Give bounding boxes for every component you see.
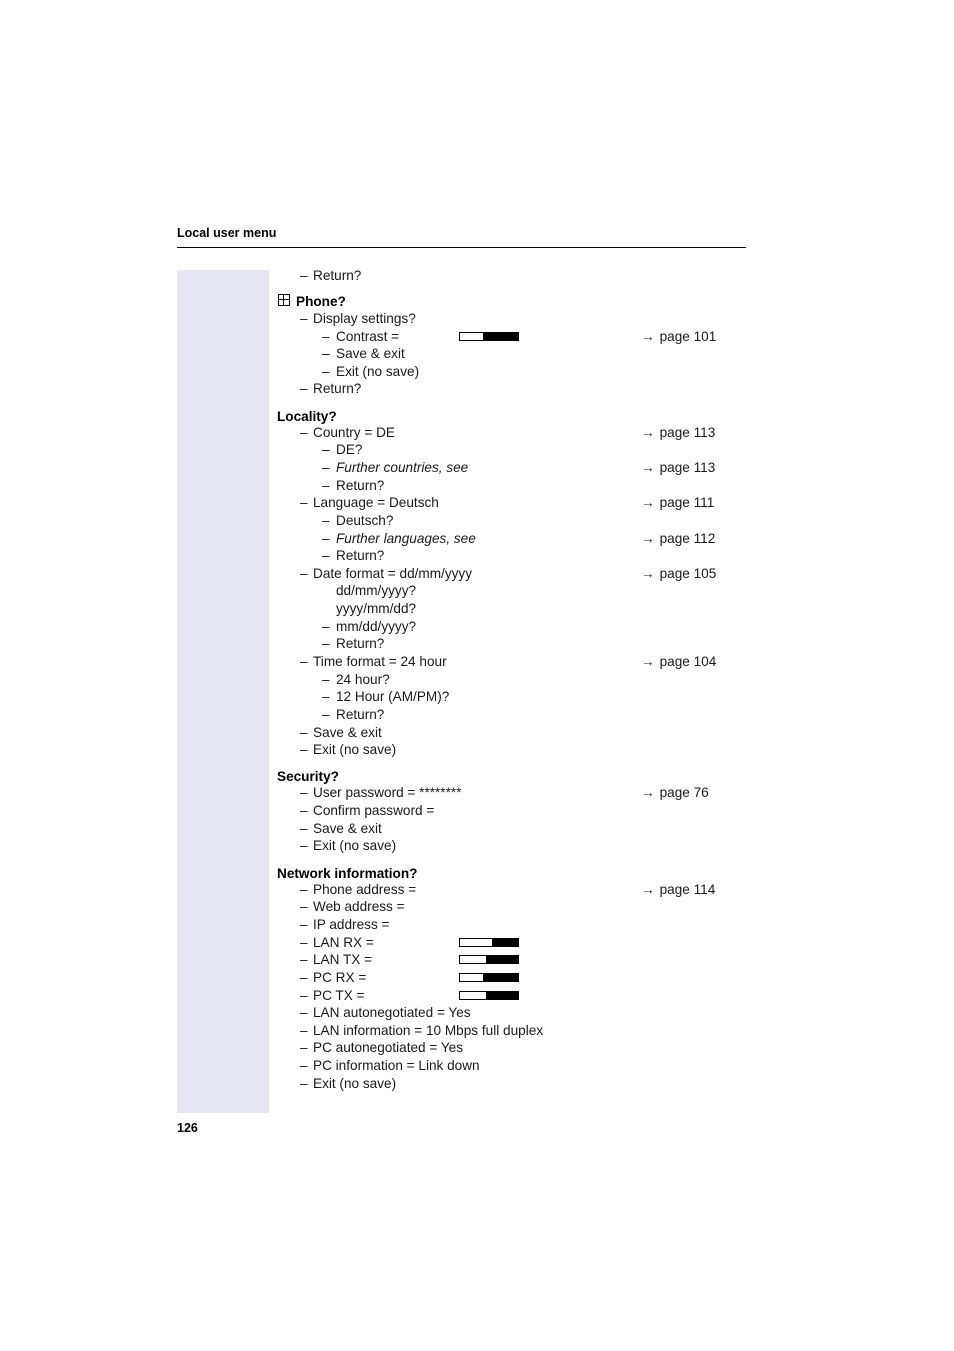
arrow-right-icon: → [641, 329, 655, 344]
menu-item [0, 987, 954, 1004]
level-bar [459, 955, 519, 964]
list-dash: – [300, 742, 308, 757]
list-dash: – [300, 566, 308, 581]
menu-item-label: LAN TX = [313, 952, 373, 967]
arrow-right-icon: → [641, 531, 655, 546]
menu-item [0, 653, 954, 670]
page-reference [641, 530, 715, 547]
menu-item [0, 547, 954, 564]
menu-item [0, 881, 954, 898]
list-dash: – [300, 268, 308, 283]
menu-item [0, 441, 954, 458]
arrow-right-icon: → [641, 654, 655, 669]
menu-item-label: Language = Deutsch [313, 495, 439, 510]
page-reference [641, 459, 715, 476]
list-dash: – [300, 495, 308, 510]
arrow-right-icon: → [641, 882, 655, 897]
menu-item [0, 1075, 954, 1092]
menu-item-label: IP address = [313, 917, 390, 932]
menu-item-label: Return? [336, 707, 385, 722]
menu-item [0, 380, 954, 397]
menu-item-label: dd/mm/yyyy? [336, 583, 417, 598]
level-bar [459, 938, 519, 947]
list-dash: – [300, 1058, 308, 1073]
page-reference [641, 881, 715, 898]
menu-item [0, 310, 954, 327]
page-reference-label: page 112 [659, 531, 716, 546]
list-dash: – [300, 425, 308, 440]
menu-item-label: Save & exit [313, 725, 382, 740]
page-reference-label: page 114 [659, 882, 716, 897]
list-dash: – [300, 311, 308, 326]
menu-item [0, 969, 954, 986]
menu-section [0, 865, 954, 882]
list-dash: – [322, 689, 330, 704]
list-dash: – [322, 346, 330, 361]
menu-item-label: Date format = dd/mm/yyyy [313, 566, 473, 581]
page-reference-label: page 76 [659, 785, 709, 800]
list-dash: – [300, 988, 308, 1003]
menu-item [0, 345, 954, 362]
level-bar [459, 973, 519, 982]
list-dash: – [300, 935, 308, 950]
list-dash: – [300, 1023, 308, 1038]
menu-item [0, 1022, 954, 1039]
menu-item [0, 530, 954, 547]
menu-item [0, 934, 954, 951]
level-bar [459, 332, 519, 341]
menu-item-label: Return? [313, 268, 362, 283]
menu-item [0, 784, 954, 801]
menu-item [0, 837, 954, 854]
menu-item [0, 724, 954, 741]
list-dash: – [322, 619, 330, 634]
menu-item [0, 706, 954, 723]
menu-item-label: Return? [336, 478, 385, 493]
menu-item [0, 267, 954, 284]
list-dash: – [322, 364, 330, 379]
level-bar-fill [486, 956, 518, 963]
menu-item-label: Save & exit [336, 346, 405, 361]
page-reference [641, 653, 716, 670]
list-dash: – [300, 1005, 308, 1020]
list-dash: – [300, 654, 308, 669]
menu-item-label: 24 hour? [336, 672, 390, 687]
menu-item-label: mm/dd/yyyy? [336, 619, 417, 634]
page-reference-label: page 105 [659, 566, 717, 581]
menu-item [0, 600, 954, 617]
menu-item-label: Return? [313, 381, 362, 396]
menu-item-label: PC information = Link down [313, 1058, 480, 1073]
menu-item [0, 898, 954, 915]
menu-item [0, 635, 954, 652]
menu-item-label: Time format = 24 hour [313, 654, 447, 669]
menu-item-label: Contrast = [336, 329, 400, 344]
menu-item-label: Further languages, see [336, 531, 476, 546]
menu-item-label: LAN information = 10 Mbps full duplex [313, 1023, 544, 1038]
section-title: Locality? [277, 409, 337, 424]
page-reference [641, 565, 716, 582]
menu-item-label: Exit (no save) [313, 742, 397, 757]
list-dash: – [300, 970, 308, 985]
menu-section [0, 293, 954, 310]
page-reference-label: page 111 [659, 495, 715, 510]
menu-item [0, 951, 954, 968]
menu-item-label: LAN autonegotiated = Yes [313, 1005, 471, 1020]
page-reference-label: page 101 [659, 329, 717, 344]
page-number: 126 [177, 1121, 198, 1135]
menu-item-label: Return? [336, 548, 385, 563]
menu-item [0, 494, 954, 511]
menu-item-label: yyyy/mm/dd? [336, 601, 417, 616]
level-bar-fill [486, 992, 518, 999]
menu-item [0, 477, 954, 494]
list-dash: – [300, 917, 308, 932]
menu-item-label: Display settings? [313, 311, 416, 326]
list-dash: – [300, 952, 308, 967]
menu-item-label: PC TX = [313, 988, 365, 1003]
arrow-right-icon: → [641, 425, 655, 440]
menu-item [0, 424, 954, 441]
menu-item-label: Exit (no save) [313, 1076, 397, 1091]
list-dash: – [300, 803, 308, 818]
arrow-right-icon: → [641, 785, 655, 800]
menu-item [0, 688, 954, 705]
menu-item [0, 916, 954, 933]
menu-item-label: Country = DE [313, 425, 395, 440]
list-dash: – [300, 899, 308, 914]
menu-item-label: User password = ******** [313, 785, 462, 800]
list-dash: – [300, 381, 308, 396]
menu-item [0, 820, 954, 837]
menu-item-label: PC RX = [313, 970, 367, 985]
list-dash: – [300, 838, 308, 853]
arrow-right-icon: → [641, 460, 655, 475]
list-dash: – [322, 707, 330, 722]
menu-item-label: Exit (no save) [313, 838, 397, 853]
level-bar-fill [483, 974, 518, 981]
list-dash: – [322, 672, 330, 687]
menu-item [0, 1039, 954, 1056]
menu-section [0, 768, 954, 785]
list-dash: – [322, 329, 330, 344]
running-header: Local user menu [177, 226, 277, 240]
menu-item-label: Web address = [313, 899, 405, 914]
menu-item-label: DE? [336, 442, 363, 457]
page-reference [641, 784, 709, 801]
menu-item [0, 363, 954, 380]
level-bar-fill [483, 333, 518, 340]
list-dash: – [322, 442, 330, 457]
level-bar-fill [492, 939, 518, 946]
menu-item-label: 12 Hour (AM/PM)? [336, 689, 450, 704]
list-dash: – [300, 1076, 308, 1091]
menu-item-label: LAN RX = [313, 935, 374, 950]
menu-item [0, 565, 954, 582]
menu-key-icon [278, 294, 290, 306]
page-reference-label: page 113 [659, 425, 716, 440]
page-reference [641, 424, 715, 441]
menu-item [0, 459, 954, 476]
menu-item-label: Confirm password = [313, 803, 435, 818]
arrow-right-icon: → [641, 495, 655, 510]
menu-section [0, 408, 954, 425]
list-dash: – [322, 513, 330, 528]
menu-item-label: Save & exit [313, 821, 382, 836]
list-dash: – [300, 1040, 308, 1055]
arrow-right-icon: → [641, 566, 655, 581]
page-reference [641, 494, 714, 511]
list-dash: – [322, 460, 330, 475]
list-dash: – [300, 882, 308, 897]
list-dash: – [300, 785, 308, 800]
level-bar [459, 991, 519, 1000]
page-reference-label: page 104 [659, 654, 717, 669]
section-title: Phone? [296, 294, 346, 309]
list-dash: – [322, 636, 330, 651]
list-dash: – [322, 478, 330, 493]
menu-item-label: Return? [336, 636, 385, 651]
menu-item-label: Further countries, see [336, 460, 469, 475]
menu-item [0, 802, 954, 819]
menu-item-label: Phone address = [313, 882, 417, 897]
list-dash: – [300, 821, 308, 836]
menu-item [0, 582, 954, 599]
menu-item-label: PC autonegotiated = Yes [313, 1040, 464, 1055]
list-dash: – [322, 548, 330, 563]
menu-item [0, 1004, 954, 1021]
menu-item-label: Exit (no save) [336, 364, 420, 379]
section-title: Network information? [277, 866, 418, 881]
menu-item [0, 618, 954, 635]
menu-item [0, 512, 954, 529]
header-rule [177, 247, 746, 248]
section-title: Security? [277, 769, 339, 784]
page-reference-label: page 113 [659, 460, 716, 475]
menu-item [0, 328, 954, 345]
list-dash: – [300, 725, 308, 740]
menu-item [0, 741, 954, 758]
menu-item-label: Deutsch? [336, 513, 394, 528]
menu-item [0, 671, 954, 688]
list-dash: – [322, 531, 330, 546]
menu-item [0, 1057, 954, 1074]
page-reference [641, 328, 716, 345]
